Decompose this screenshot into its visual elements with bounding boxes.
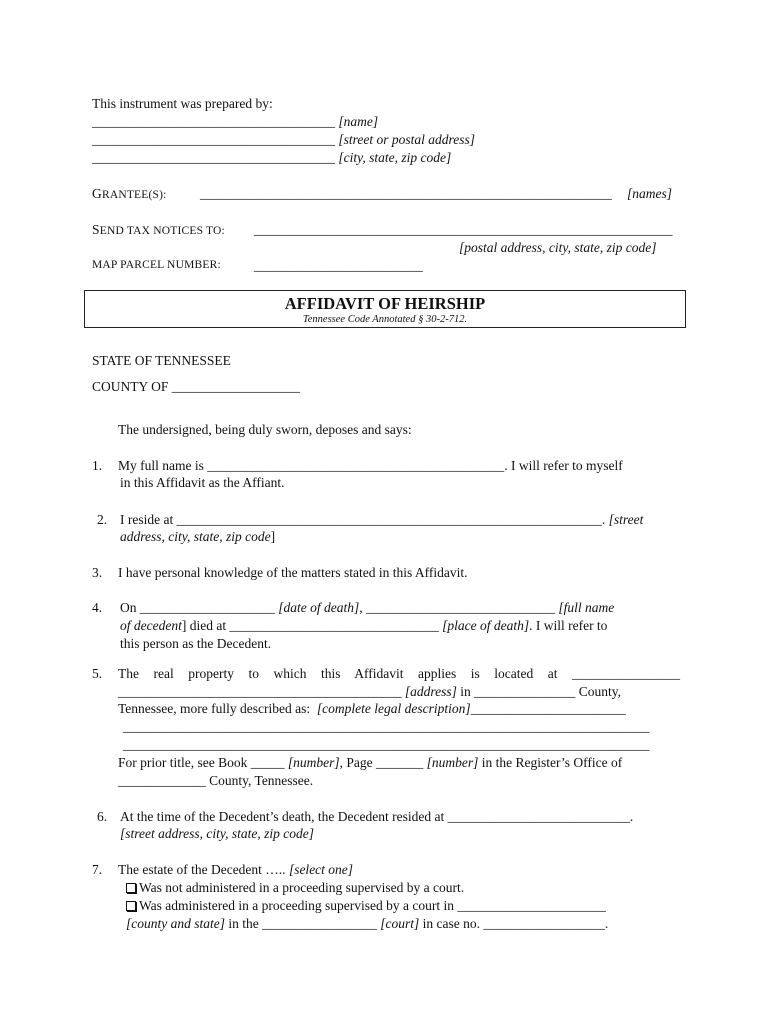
- item-2-line-1[interactable]: I reside at _______________________________________________________________. [street: [120, 512, 644, 527]
- item-5-line-3[interactable]: Tennessee, more fully described as: [complete legal description]_______________________: [118, 701, 626, 716]
- item-7-line-1: The estate of the Decedent ….. [select one]: [118, 862, 354, 877]
- item-6-number: 6.: [97, 809, 108, 824]
- preparer-street-blank[interactable]: ____________________________________: [92, 132, 339, 147]
- option-not-administered[interactable]: Was not administered in a proceeding supervised by a court.: [126, 879, 464, 896]
- map-parcel-blank[interactable]: _________________________: [254, 258, 423, 273]
- grantee-blank[interactable]: _____________________________________________________________: [200, 186, 612, 201]
- item-7-number: 7.: [92, 862, 103, 877]
- item-5-line-1[interactable]: The real property to which this Affidavit applies is located at ________________: [118, 666, 680, 681]
- state-heading: STATE OF TENNESSEE: [92, 353, 231, 368]
- item-5-number: 5.: [92, 666, 103, 681]
- item-2-number: 2.: [97, 512, 108, 527]
- preparer-name-line: [92, 113, 378, 130]
- legal-description-line-2[interactable]: ______________________________________________________________________________: [123, 737, 650, 752]
- checkbox-icon[interactable]: [126, 883, 136, 893]
- legal-description-line-1[interactable]: ______________________________________________________________________________: [123, 719, 650, 734]
- item-7-line-4[interactable]: [county and state] in the _________________ [court] in case no. __________________.: [126, 916, 609, 931]
- item-6-line-1[interactable]: At the time of the Decedent’s death, the Decedent resided at ___________________________.: [120, 809, 634, 824]
- statute-citation: Tennessee Code Annotated § 30-2-712.: [302, 314, 468, 325]
- grantee-hint: [names]: [627, 186, 673, 201]
- preparer-street-line: [92, 131, 475, 148]
- item-2-line-2: address, city, state, zip code]: [120, 529, 276, 544]
- name-hint: [name]: [338, 114, 379, 129]
- item-5-line-2[interactable]: __________________________________________ [address] in _______________ County,: [118, 684, 622, 699]
- city-hint: [city, state, zip code]: [338, 150, 452, 165]
- item-6-line-2: [street address, city, state, zip code]: [120, 826, 314, 841]
- prior-title-line-2[interactable]: _____________ County, Tennessee.: [118, 773, 314, 788]
- item-4-line-1[interactable]: On ____________________ [date of death], ____________________________ [full name: [120, 600, 615, 615]
- grantee-label: GRANTEE(S):: [92, 186, 167, 201]
- preparer-name-blank[interactable]: ____________________________________: [92, 114, 339, 129]
- preparer-city-blank[interactable]: ____________________________________: [92, 150, 339, 165]
- prior-title-line-1[interactable]: For prior title, see Book _____ [number], Page _______ [number] in the Register’s Office of: [118, 755, 623, 770]
- item-3-text: I have personal knowledge of the matters stated in this Affidavit.: [118, 565, 468, 580]
- tax-notices-blank[interactable]: ______________________________________________________________: [254, 222, 673, 237]
- tax-notices-label: SEND TAX NOTICES TO:: [92, 222, 225, 237]
- street-hint: [street or postal address]: [338, 132, 476, 147]
- prepared-by-label: This instrument was prepared by:: [92, 96, 273, 111]
- title-box: [84, 290, 686, 328]
- county-line[interactable]: COUNTY OF ___________________: [92, 379, 301, 394]
- map-parcel-label: MAP PARCEL NUMBER:: [92, 259, 221, 271]
- document-title: AFFIDAVIT OF HEIRSHIP: [284, 294, 486, 313]
- item-4-number: 4.: [92, 600, 103, 615]
- tax-notices-hint: [postal address, city, state, zip code]: [459, 240, 657, 255]
- intro-text: The undersigned, being duly sworn, deposes and says:: [118, 422, 412, 437]
- item-3-number: 3.: [92, 565, 103, 580]
- item-1-number: 1.: [92, 458, 103, 473]
- item-1-line-2: in this Affidavit as the Affiant.: [120, 475, 285, 490]
- option-administered[interactable]: Was administered in a proceeding supervised by a court in ______________________: [126, 897, 606, 914]
- preparer-city-line: [92, 149, 451, 166]
- item-4-line-2[interactable]: of decedent] died at _______________________________ [place of death]. I will refer to: [120, 618, 608, 633]
- checkbox-icon[interactable]: [126, 901, 136, 911]
- item-1-line-1[interactable]: My full name is ____________________________________________. I will refer to myself: [118, 458, 623, 473]
- item-4-line-3: this person as the Decedent.: [120, 636, 272, 651]
